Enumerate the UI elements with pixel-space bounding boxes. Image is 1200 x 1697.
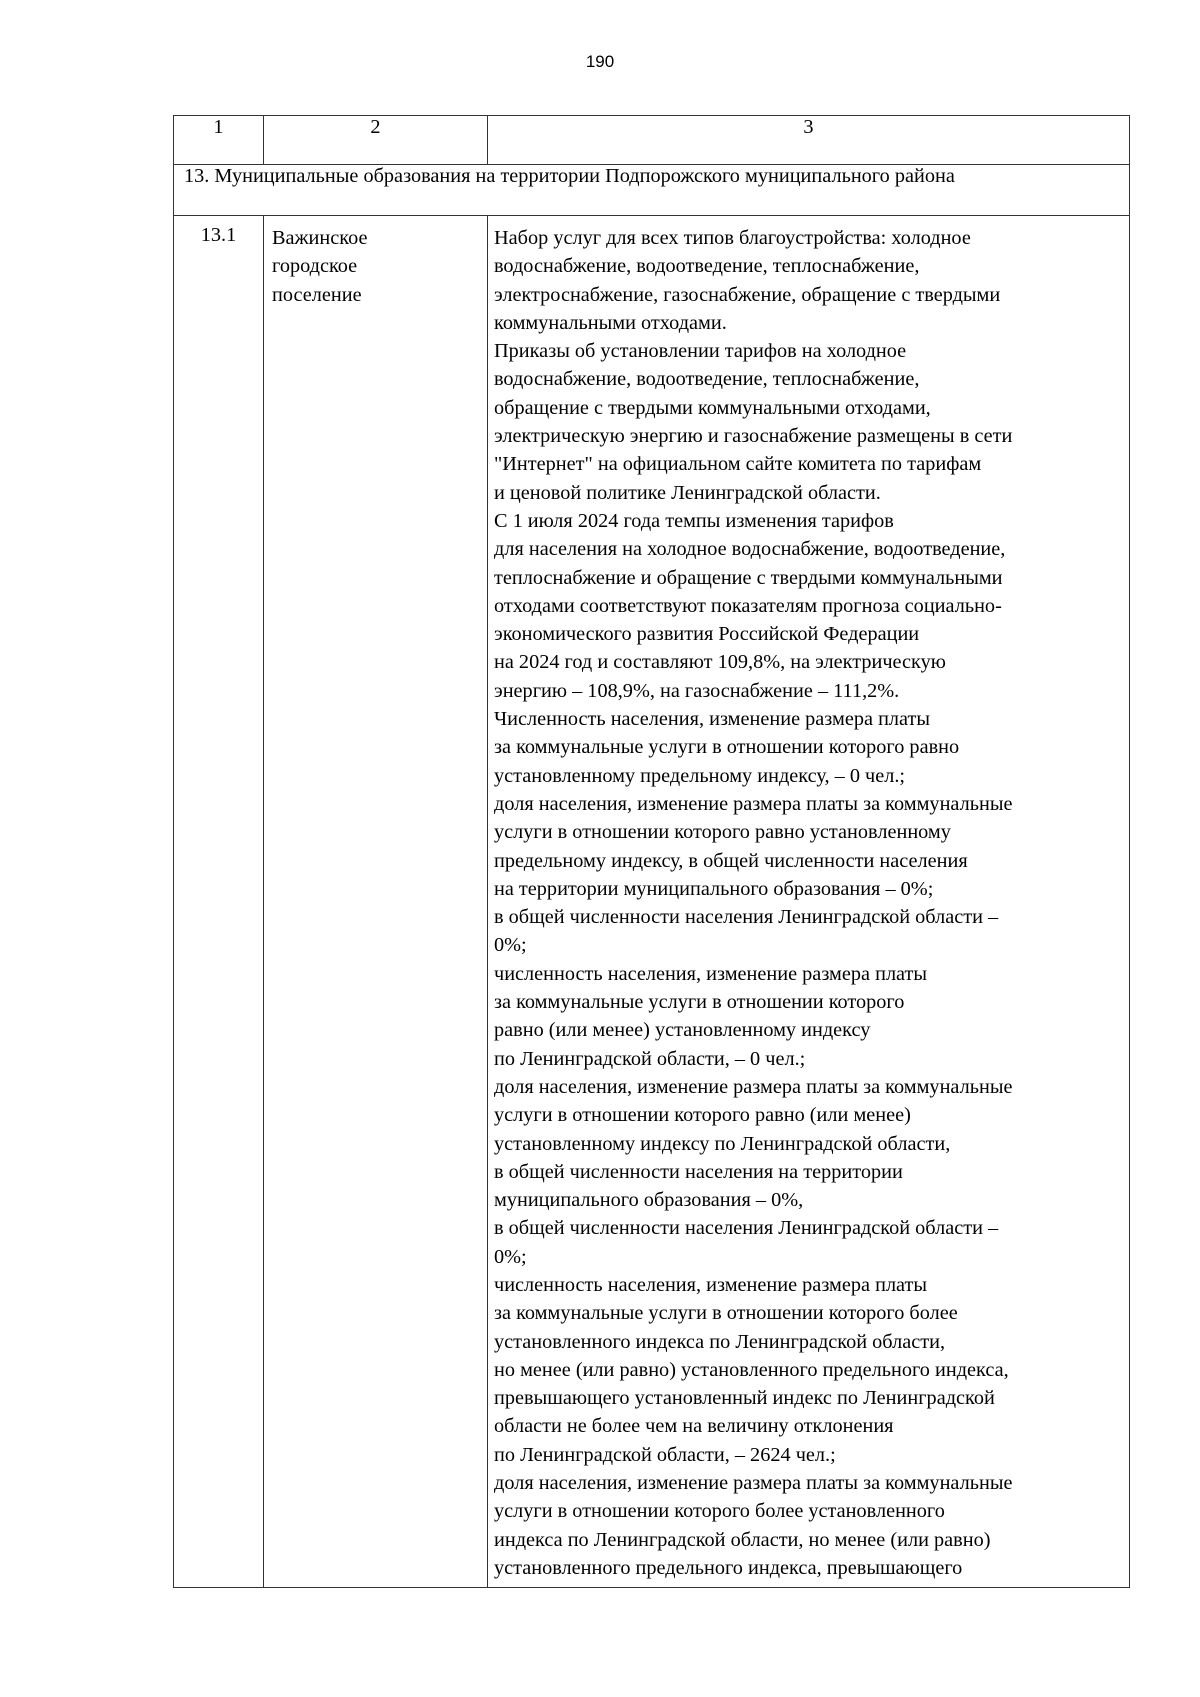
description-line: услуги в отношении которого равно установленному: [494, 821, 951, 844]
description-line: теплоснабжение и обращение с твердыми коммунальными: [494, 566, 1003, 589]
header-col-3: 3: [488, 116, 1130, 165]
description-line: за коммунальные услуги в отношении которого: [494, 991, 905, 1014]
description-line: доля населения, изменение размера платы за коммунальные: [494, 1472, 1013, 1495]
description-line: водоснабжение, водоотведение, теплоснабжение,: [494, 368, 920, 391]
description-line: установленного предельного индекса, превышающего: [494, 1556, 963, 1579]
description-line: в общей численности населения на территории: [494, 1160, 903, 1183]
municipality-name: [264, 216, 488, 1588]
description-line: индекса по Ленинградской области, но менее (или равно): [494, 1528, 991, 1551]
description-line: доля населения, изменение размера платы за коммунальные: [494, 792, 1013, 815]
section-row: [174, 165, 1130, 216]
description-line: доля населения, изменение размера платы за коммунальные: [494, 1075, 1013, 1098]
description-line: услуги в отношении которого равно (или менее): [494, 1104, 911, 1127]
description-line: электроснабжение, газоснабжение, обращение с твердыми: [494, 283, 1001, 306]
description-line: "Интернет" на официальном сайте комитета по тарифам: [494, 453, 982, 476]
row-number: 13.1: [174, 216, 264, 1588]
description-line: электрическую энергию и газоснабжение размещены в сети: [494, 425, 1013, 448]
description-line: предельному индексу, в общей численности населения: [494, 849, 968, 872]
name-line: поселение: [272, 283, 362, 306]
description-line: экономического развития Российской Федерации: [494, 623, 920, 646]
description-line: равно (или менее) установленному индексу: [494, 1019, 871, 1042]
description-line: в общей численности населения Ленинградской области –: [494, 906, 999, 929]
table-header-row: [174, 116, 1130, 165]
table-row: [174, 216, 1130, 1588]
description-line: водоснабжение, водоотведение, теплоснабжение,: [494, 255, 920, 278]
description-line: превышающего установленный индекс по Ленинградской: [494, 1387, 995, 1410]
description-line: численность населения, изменение размера платы: [494, 962, 928, 985]
description-line: установленному предельному индексу, – 0 чел.;: [494, 764, 906, 787]
description-line: по Ленинградской области, – 2624 чел.;: [494, 1443, 836, 1466]
description-line: Приказы об установлении тарифов на холодное: [494, 340, 907, 363]
description-line: обращение с твердыми коммунальными отходами,: [494, 396, 931, 419]
section-title: 13. Муниципальные образования на территории Подпорожского муниципального района: [174, 165, 1130, 216]
description-line: Набор услуг для всех типов благоустройства: холодное: [494, 227, 971, 249]
page-number: 190: [585, 52, 615, 71]
description-line: муниципального образования – 0%,: [494, 1189, 804, 1212]
header-col-1: 1: [174, 116, 264, 165]
header-col-2: 2: [264, 116, 488, 165]
description-line: установленного индекса по Ленинградской области,: [494, 1330, 946, 1353]
description-line: Численность населения, изменение размера платы: [494, 708, 931, 731]
description-line: области не более чем на величину отклонения: [494, 1415, 894, 1438]
description-line: в общей численности населения Ленинградской области –: [494, 1217, 999, 1240]
name-line: Важинское: [272, 227, 368, 249]
tariff-table: [173, 115, 1130, 1588]
description-line: за коммунальные услуги в отношении которого более: [494, 1302, 958, 1325]
description-line: установленному индексу по Ленинградской области,: [494, 1132, 951, 1155]
description-line: на 2024 год и составляют 109,8%, на электрическую: [494, 651, 946, 674]
description-line: отходами соответствуют показателям прогноза социально-: [494, 594, 1002, 617]
description-line: для населения на холодное водоснабжение, водоотведение,: [494, 538, 1006, 561]
description-cell: [488, 216, 1130, 1588]
description-line: численность населения, изменение размера платы: [494, 1273, 928, 1296]
description-line: но менее (или равно) установленного предельного индекса,: [494, 1358, 1009, 1381]
description-line: услуги в отношении которого более установленного: [494, 1500, 945, 1523]
description-line: 0%;: [494, 1245, 527, 1268]
description-line: на территории муниципального образования – 0%;: [494, 877, 934, 900]
description-line: энергию – 108,9%, на газоснабжение – 111,2%.: [494, 679, 900, 702]
name-line: городское: [272, 255, 358, 278]
description-line: за коммунальные услуги в отношении которого равно: [494, 736, 960, 759]
description-line: С 1 июля 2024 года темпы изменения тарифов: [494, 509, 894, 532]
description-line: коммунальными отходами.: [494, 311, 727, 334]
description-line: 0%;: [494, 934, 527, 957]
description-line: по Ленинградской области, – 0 чел.;: [494, 1047, 806, 1070]
description-line: и ценовой политике Ленинградской области.: [494, 481, 881, 504]
